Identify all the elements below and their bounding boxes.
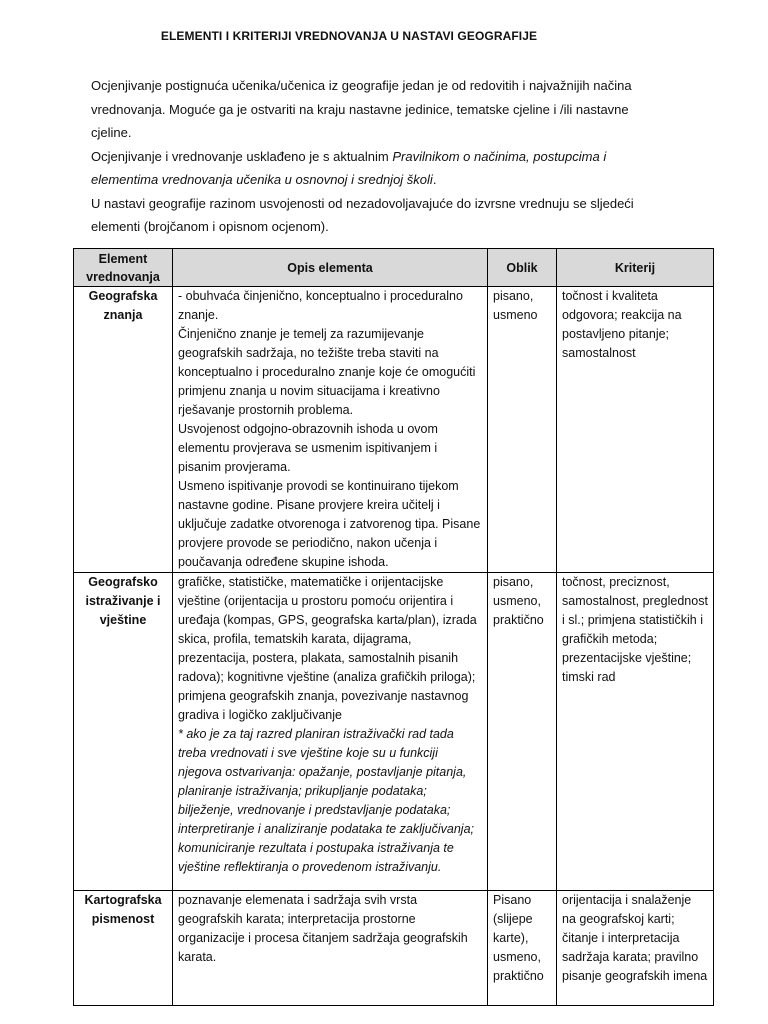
intro-paragraph-3: U nastavi geografije razinom usvojenosti od nezadovoljavajuće do izvrsne vrednuju se sljedeći elementi (brojčanom i opisnom ocjenom).	[91, 195, 634, 234]
table-row	[74, 573, 714, 891]
table-row	[74, 287, 714, 573]
intro-paragraph-2-start: Ocjenjivanje i vrednovanje usklađeno je s aktualnim	[91, 148, 393, 164]
cell-element: Geografska znanja	[74, 287, 173, 573]
cell-oblik: pisano, usmeno, praktično	[488, 573, 557, 891]
cell-opis-text: grafičke, statističke, matematičke i orijentacijske vještine (orijentacija u prostoru pomoću orijentira i uređaja (kompas, GPS, geografska karta/plan), izrada skica, profila, tematskih karata, dijagrama, prezentacija, postera, plakata, samostalnih pisanih radova); kognitivne vještine (analiza grafičkih priloga); primjena geografskih znanja, povezivanje nastavnog gradiva i logičko zaključivanje	[178, 575, 477, 722]
intro-paragraph-1: Ocjenjivanje postignuća učenika/učenica iz geografije jedan je od redovitih i najvažnijih načina vrednovanja. Moguće ga je ostvariti na kraju nastavne jedinice, tematske cjeline i /ili nastavne cjeline.	[91, 78, 632, 140]
cell-kriterij: točnost, preciznost, samostalnost, preglednost i sl.; primjena statističkih i grafičkih metoda; prezentacijske vještine; timski rad	[557, 573, 714, 891]
table-row	[74, 891, 714, 1006]
header-element: Element vrednovanja	[74, 249, 173, 287]
cell-element: Geografsko istraživanje i vještine	[74, 573, 173, 891]
cell-opis: - obuhvaća činjenično, konceptualno i proceduralno znanje. Činjenično znanje je temelj za razumijevanje geografskih sadržaja, no težište treba staviti na konceptualno i proceduralno znanje koje će omogućiti primjenu znanja u novim situacijama i kreativno rješavanje prostornih problema. Usvojenost odgojno-obrazovnih ishoda u ovom elementu provjerava se usmenim ispitivanjem i pisanim provjerama. Usmeno ispitivanje provodi se kontinuirano tijekom nastavne godine. Pisane provjere kreira učitelj i uključuje zadatke otvorenoga i zatvorenog tipa. Pisane provjere provode se periodično, nakon učenja i poučavanja određene skupine ishoda.	[173, 287, 488, 573]
intro-text	[91, 74, 651, 239]
cell-opis-note: * ako je za taj razred planiran istraživački rad tada treba vrednovati i sve vještine koje su u funkciji njegova ostvarivanja: opažanje, postavljanje pitanja, planiranje istraživanja; prikupljanje podataka; bilježenje, vrednovanje i predstavljanje podataka; interpretiranje i analiziranje podataka te zaključivanja; komuniciranje rezultata i postupaka istraživanja te vještine reflektiranja o provedenom istraživanju.	[178, 727, 475, 874]
intro-paragraph-2-end: .	[432, 172, 437, 187]
header-opis: Opis elementa	[173, 249, 488, 287]
table-header-row	[74, 249, 714, 287]
evaluation-table	[73, 248, 714, 1006]
cell-element: Kartografska pismenost	[74, 891, 173, 1006]
document-title: ELEMENTI I KRITERIJI VREDNOVANJA U NASTAVI GEOGRAFIJE	[160, 29, 538, 43]
cell-kriterij: točnost i kvaliteta odgovora; reakcija na postavljeno pitanje; samostalnost	[557, 287, 714, 573]
cell-kriterij: orijentacija i snalaženje na geografskoj karti; čitanje i interpretacija sadržaja karata; pravilno pisanje geografskih imena	[557, 891, 714, 1006]
cell-oblik: Pisano (slijepe karte), usmeno, praktično	[488, 891, 557, 1006]
header-kriterij: Kriterij	[557, 249, 714, 287]
header-oblik: Oblik	[488, 249, 557, 287]
regulation-title: Pravilnikom o načinima, postupcima i elementima vrednovanja učenika u osnovnoj i srednjoj školi	[91, 148, 607, 187]
cell-oblik: pisano, usmeno	[488, 287, 557, 573]
intro-paragraph-2	[91, 145, 651, 192]
cell-opis	[173, 573, 488, 891]
cell-opis: poznavanje elemenata i sadržaja svih vrsta geografskih karata; interpretacija prostorne organizacije i procesa čitanjem sadržaja geografskih karata.	[173, 891, 488, 1006]
